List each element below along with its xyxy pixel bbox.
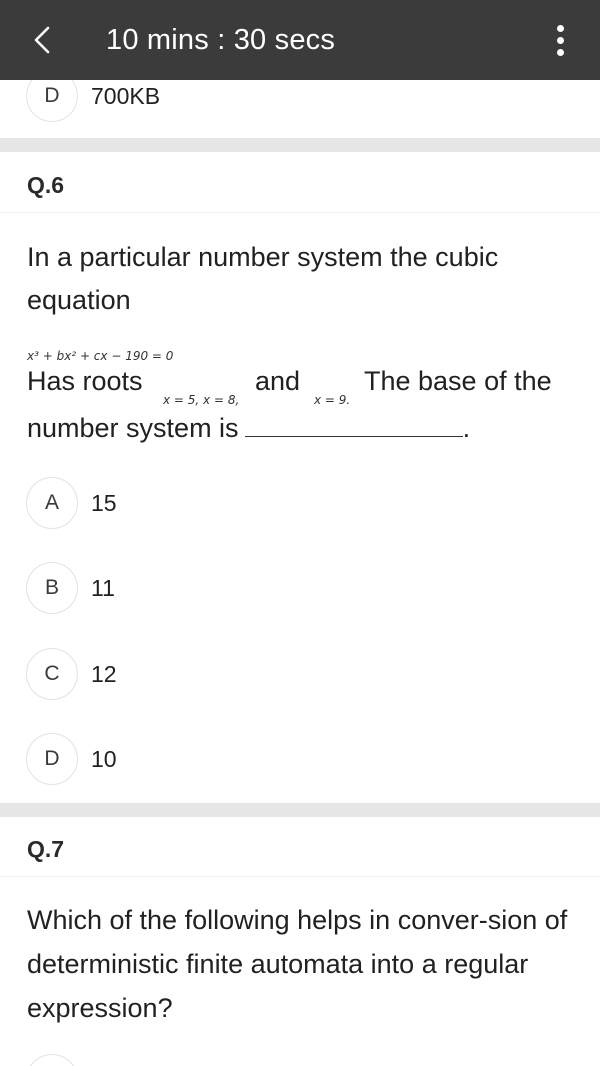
equation: x³ + bx² + cx − 190 = 0: [27, 349, 174, 363]
question-text-roots: [27, 366, 587, 406]
question-text-end: [27, 411, 470, 444]
question-text: Which of the following helps in conver-sion of deterministic finite automata into a regular expression?: [27, 905, 568, 1023]
question-number: Q.6: [27, 172, 65, 198]
option-letter: B: [26, 562, 78, 614]
timer-text: 10 mins : 30 secs: [106, 24, 336, 56]
option-text: 12: [91, 660, 117, 687]
roots-a: x = 5, x = 8,: [163, 393, 240, 407]
option-letter: A: [26, 477, 78, 529]
option-text: 11: [91, 574, 115, 601]
question-text: In a particular number system the cubic equation: [27, 242, 499, 315]
option-a-partial[interactable]: [26, 1054, 78, 1066]
text-has-roots: Has roots: [27, 366, 143, 396]
option-text: 700KB: [91, 82, 161, 109]
more-vertical-icon: [557, 25, 564, 32]
text-base: The base of the: [364, 366, 552, 396]
option-letter: D: [26, 70, 78, 122]
section-separator: [0, 138, 600, 152]
more-options-button[interactable]: [540, 20, 580, 60]
top-bar: [0, 0, 600, 80]
option-d[interactable]: [26, 733, 574, 785]
divider: [0, 212, 600, 213]
option-a[interactable]: [26, 477, 574, 529]
back-button[interactable]: [22, 20, 62, 60]
chevron-left-icon: [31, 25, 53, 55]
option-letter: D: [26, 733, 78, 785]
option-text: 10: [91, 745, 117, 772]
divider: [0, 876, 600, 877]
option-b[interactable]: [26, 562, 574, 614]
roots-b: x = 9.: [314, 393, 351, 407]
section-separator: [0, 803, 600, 817]
text-period: .: [462, 413, 471, 443]
option-letter: C: [26, 648, 78, 700]
text-and: and: [255, 366, 301, 396]
text-number-system: number system is: [27, 413, 239, 443]
answer-blank: [245, 411, 463, 437]
option-text: 15: [91, 489, 117, 516]
question-number: Q.7: [27, 836, 65, 862]
option-c[interactable]: [26, 648, 574, 700]
